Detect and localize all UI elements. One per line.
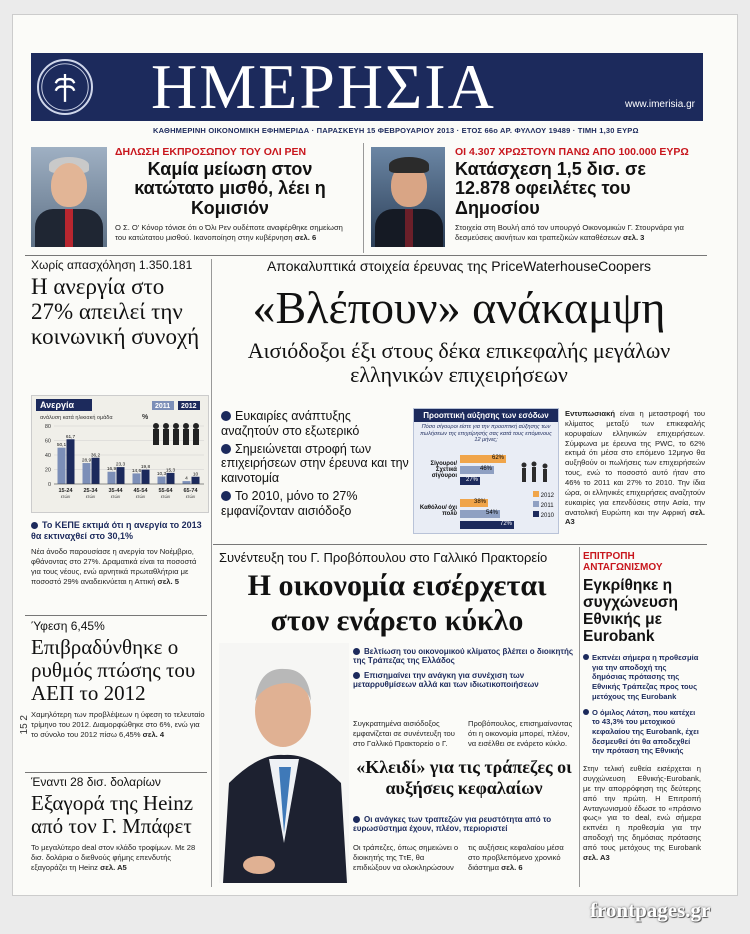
- story-gdp[interactable]: [31, 619, 207, 740]
- y-tick-label: 60: [44, 438, 51, 445]
- poll-title: Προοπτική αύξησης των εσόδων: [414, 409, 558, 422]
- wheat-logo-icon: [37, 59, 93, 115]
- poll-question: Πόσο σίγουροι είστε για την προοπτική αύξησης των πωλήσεων της επιχείρησής σας κατά τους επόμενους 12 μήνες;: [420, 424, 552, 444]
- data-label: 28,9: [81, 458, 92, 464]
- bar-2012: [142, 470, 150, 484]
- x-tick-suffix: ετών: [85, 494, 96, 499]
- data-label: 61,7: [65, 434, 76, 440]
- unemployment-chart: [31, 395, 209, 513]
- interview-headline[interactable]: Η οικονομία εισέρχεται στον ενάρετο κύκλο: [247, 569, 547, 637]
- data-label: 10: [192, 472, 199, 478]
- bar-2012: [92, 458, 100, 484]
- y-tick-label: 20: [44, 467, 51, 474]
- stournaras-photo: [371, 147, 445, 247]
- x-tick-suffix: ετών: [60, 494, 71, 499]
- story-body: Το μεγαλύτερο deal στον κλάδο τροφίμων. Με 28 δισ. δολάρια ο διεθνούς φήμης επενδυτής εξαγοράζει τη Heinz: [31, 843, 196, 872]
- chart-unit: %: [142, 414, 149, 421]
- x-tick-suffix: ετών: [135, 494, 146, 499]
- x-tick-label: 45-54: [133, 488, 148, 494]
- legend-label: 2012: [181, 403, 197, 410]
- bullet-icon: [221, 491, 231, 501]
- masthead-title: ΗΜΕΡΗΣΙΑ: [151, 51, 496, 122]
- poll-legend: 2012 2011 2010: [533, 491, 554, 521]
- data-label: 10,3: [156, 472, 167, 478]
- poll-bar: 27%: [460, 477, 480, 485]
- story-headline: Εξαγορά της Heinz από τον Γ. Μπάφετ: [31, 791, 194, 838]
- bar-2011: [108, 472, 116, 484]
- bullet-icon: [583, 654, 589, 660]
- x-tick-label: 35-44: [108, 488, 123, 494]
- unemployment-extra: [31, 520, 207, 587]
- poll-bar: 62%: [460, 455, 506, 463]
- teaser-commission[interactable]: [115, 146, 345, 243]
- page-ref: σελ. 6: [294, 233, 317, 243]
- bar-2012: [117, 467, 125, 484]
- masthead-subline: ΚΑΘΗΜΕΡΙΝΗ ΟΙΚΟΝΟΜΙΚΗ ΕΦΗΜΕΡΙΔΑ · ΠΑΡΑΣΚΕΥΗ 15 ΦΕΒΡΟΥΑΡΙΟΥ 2013 · ΕΤΟΣ 66ο ΑΡ. ΦΥΛΛΟΥ 19489 · ΤΙΜΗ 1,30 ΕΥΡΩ: [153, 126, 639, 135]
- story-body: Χαμηλότερη των προβλέψεων η ύφεση το τελευταίο τρίμηνο του 2012. Διαμορφώθηκε στο 6%, ενώ για το σύνολο του 2012 πίσω 6,45%: [31, 710, 205, 739]
- main-body-label: Εντυπωσιακή: [565, 409, 615, 418]
- story-merger[interactable]: [583, 551, 701, 863]
- teaser-kicker: ΟΙ 4.307 ΧΡΩΣΤΟΥΝ ΠΑΝΩ ΑΠΟ 100.000 ΕΥΡΩ: [455, 146, 689, 158]
- queue-silhouette-icon: [153, 423, 199, 445]
- page-ref: σελ. 4: [142, 729, 165, 739]
- data-label: 15,3: [165, 468, 176, 474]
- page-ref: σελ. 3: [622, 233, 645, 243]
- story-headline: Επιβραδύνθηκε ο ρυθμός πτώσης του ΑΕΠ το 2012: [31, 635, 196, 705]
- bar-2012: [167, 473, 175, 484]
- x-tick-label: 15-24: [58, 488, 73, 494]
- watermark: frontpages.gr: [590, 898, 711, 922]
- revenue-poll-graphic: [413, 408, 559, 534]
- story-body: Στην τελική ευθεία εισέρχεται η συγχώνευση Εθνικής-Eurobank, με την απορρόφηση της δεύτερης από την πρώτη. Η Επιτροπή Ανταγωνισμού έδωσε το «πράσινο φως» για το deal, ενώ σήμερα εκπνέει η προθεσμία για την αποδοχή της δημόσιας πρότασης από τους μετόχους της Eurobank: [583, 764, 701, 853]
- masthead-url[interactable]: www.imerisia.gr: [624, 99, 695, 110]
- rehn-photo: [31, 147, 107, 247]
- story-kicker: ΕΠΙΤΡΟΠΗ ΑΝΤΑΓΩΝΙΣΜΟΥ: [583, 551, 663, 573]
- bullet-icon: [353, 648, 360, 655]
- story-heinz[interactable]: [31, 775, 207, 873]
- newspaper-page: [12, 14, 738, 896]
- data-label: 4: [185, 476, 188, 482]
- legend-label: 2011: [155, 403, 171, 410]
- provopoulos-photo: [219, 643, 349, 883]
- main-bullet: Το 2010, μόνο το 27% εμφανίζονταν αισιόδοξο: [221, 488, 358, 518]
- page-ref: σελ. Α3: [565, 507, 705, 527]
- bullet-icon: [353, 672, 360, 679]
- poll-bar: 72%: [460, 521, 514, 529]
- people-silhouette-icon: [518, 461, 552, 483]
- interview-kicker: Συνέντευξη του Γ. Προβόπουλου στο Γαλλικό Πρακτορείο: [219, 550, 548, 565]
- unemployment-chart-svg: [32, 396, 210, 514]
- merger-bullet: Ο όμιλος Λάτση, που κατέχει το 43,3% του μετοχικού κεφαλαίου της Eurobank, έχει δεσμευθεί ότι θα αποδεχθεί την πρόταση της Εθνικής: [583, 708, 701, 757]
- bullet-icon: [353, 816, 360, 823]
- chart-title: Ανεργία: [40, 400, 75, 410]
- main-bullet: Ευκαιρίες ανάπτυξης αναζητούν στο εξωτερικό: [221, 409, 360, 438]
- teaser-headline: Κατάσχεση 1,5 δισ. σε 12.878 οφειλέτες του Δημοσίου: [455, 159, 646, 218]
- interview-sub-bullet: Οι ανάγκες των τραπεζών για ρευστότητα από το ευρωσύστημα έχουν, πλέον, περιοριστεί: [353, 815, 552, 834]
- story-unemployment[interactable]: [31, 258, 207, 349]
- teaser-headline: Καμία μείωση στον κατώτατο μισθό, λέει η Κομισιόν: [134, 159, 326, 218]
- bullet-icon: [31, 522, 38, 529]
- merger-bullets: [583, 653, 701, 756]
- masthead: [31, 53, 703, 121]
- bullet-icon: [583, 709, 589, 715]
- story-headline: Η ανεργία στο 27% απειλεί την κοινωνική συνοχή: [31, 274, 200, 349]
- main-bullet: Σημειώνεται στροφή των επιχειρήσεων στην έρευνα και την καινοτομία: [221, 441, 409, 485]
- main-body: Εντυπωσιακή είναι η μεταστροφή του κλίματος μεταξύ των επικεφαλής κορυφαίων ελληνικών επιχειρήσεων. Σύμφωνα με έρευνα της PWC, το 62% εκτιμά ότι μέσα στο επόμενο 12μηνο θα αυξηθούν οι πωλήσεις των επιχειρήσεών τους, ενώ το ποσοστό αυτό ήταν στο 46% το 2011 και 27% το 2010. Την ίδια ώρα, οι ελληνικές επιχειρήσεις αναζητούν ευκαιρίες για επενδύσεις στην Ασία, την ανατολική Ευρώπη και την Αφρική σελ. Α3: [565, 409, 705, 527]
- bar-2011: [83, 463, 91, 484]
- data-label: 16,9: [106, 467, 117, 473]
- teaser-kicker: ΔΗΛΩΣΗ ΕΚΠΡΟΣΩΠΟΥ ΤΟΥ ΟΛΙ ΡΕΝ: [115, 146, 307, 158]
- bullet-icon: [221, 411, 231, 421]
- poll-bar: 38%: [460, 499, 488, 507]
- story-bullet: Το ΚΕΠΕ εκτιμά ότι η ανεργία το 2013 θα εκτιναχθεί στο 30,1%: [31, 520, 202, 541]
- page-ref: σελ. 5: [157, 576, 179, 586]
- bar-2011: [133, 473, 141, 484]
- main-subhead: Αισιόδοξοι έξι στους δέκα επικεφαλής μεγάλων ελληνικών επιχειρήσεων: [247, 338, 671, 387]
- x-tick-label: 25-34: [83, 488, 98, 494]
- interview-body2: Οι τράπεζες, όπως σημειώνει ο διοικητής της ΤτΕ, θα επιδιώξουν να ολοκληρώσουν τις αυξήσεις κεφαλαίου μέσα στο προβλεπόμενο χρονικό διάστημα σελ. 6: [353, 843, 564, 872]
- main-kicker: Αποκαλυπτικά στοιχεία έρευνας της PriceWaterhouseCoopers: [266, 258, 652, 274]
- teaser-confiscation[interactable]: [455, 146, 705, 243]
- story-kicker: Ύφεση 6,45%: [31, 619, 105, 633]
- bar-2011: [58, 448, 66, 484]
- y-tick-label: 80: [44, 424, 51, 430]
- data-label: 14,6: [131, 468, 142, 474]
- x-tick-label: 55-64: [158, 488, 173, 494]
- poll-bar: 54%: [460, 510, 500, 518]
- bar-2011: [158, 477, 166, 484]
- main-bullets: [221, 409, 409, 518]
- teaser-body: Ο Σ. Ο' Κόνορ τόνισε ότι ο Όλι Ρεν ουδέποτε αναφέρθηκε σημείωση του κατώτατου μισθού. Ικανοποίηση στην κυβέρνηση: [115, 223, 343, 243]
- x-tick-label: 65-74: [183, 488, 198, 494]
- story-kicker: Χωρίς απασχόληση 1.350.181: [31, 258, 193, 272]
- chart-subtitle: ανάλυση κατά ηλικιακή ομάδα: [40, 415, 113, 421]
- story-headline: Εγκρίθηκε η συγχώνευση Εθνικής με Eurobank: [583, 577, 679, 645]
- interview-subhead[interactable]: «Κλειδί» για τις τράπεζες οι αυξήσεις κεφαλαίων: [356, 757, 572, 798]
- main-headline[interactable]: «Βλέπουν» ανάκαμψη: [252, 282, 666, 333]
- x-tick-suffix: ετών: [160, 494, 171, 499]
- x-tick-suffix: ετών: [110, 494, 121, 499]
- bar-2012: [192, 477, 200, 484]
- bullet-icon: [221, 444, 231, 454]
- data-label: 50,1: [56, 443, 67, 449]
- interview-bullets: [353, 647, 575, 690]
- bar-2012: [67, 439, 75, 484]
- story-kicker: Έναντι 28 δισ. δολαρίων: [31, 775, 161, 789]
- interview-bullet: Επισημαίνει την ανάγκη για συνέχιση των μεταρρυθμίσεων αλλά και των ιδιωτικοποιήσεων: [353, 670, 539, 690]
- merger-bullet: Εκπνέει σήμερα η προθεσμία για την αποδοχή της δημόσιας πρότασης της Εθνικής Τράπεζας προς τους μετόχους της Eurobank: [583, 653, 701, 702]
- data-label: 23,3: [115, 462, 126, 468]
- page-ref: σελ. Α3: [583, 852, 610, 862]
- page-ref: σελ. Α5: [100, 862, 127, 872]
- page-ref: σελ. 6: [501, 862, 523, 872]
- page-number: 15 2: [19, 715, 30, 735]
- data-label: 19,8: [140, 465, 151, 471]
- teaser-body: Στοιχεία στη Βουλή από τον υπουργό Οικονομικών Γ. Στουρνάρα για δεσμεύσεις ακινήτων και τραπεζικών καταθέσεων: [455, 223, 684, 243]
- story-body: Νέα άνοδο παρουσίασε η ανεργία τον Νοέμβριο, φθάνοντας στο 27%. Δραματικά είναι τα ποσοστά για τους νέους, ενώ αρνητικά πρωταθλήτρια με ποσοστό 29% αναδεικνύεται η Αττική: [31, 547, 197, 586]
- poll-bar: 46%: [460, 466, 494, 474]
- interview-body1: Συγκρατημένα αισιόδοξος εμφανίζεται σε συνέντευξη του στο Γαλλικό Πρακτορείο ο Γ. Προβόπουλος, επισημαίνοντας ότι η οικονομία μπορεί, πλέον, να εισέλθει σε ενάρετο κύκλο.: [353, 719, 573, 748]
- data-label: 36,2: [90, 453, 101, 459]
- poll-row-label: Σίγουροι/ Σχετικά σίγουροι: [430, 461, 457, 479]
- interview-bullet: Βελτίωση του οικονομικού κλίματος βλέπει ο διοικητής της Τράπεζας της Ελλάδος: [353, 647, 574, 666]
- x-tick-suffix: ετών: [185, 494, 196, 499]
- y-tick-label: 40: [44, 453, 51, 459]
- y-tick-label: 0: [47, 482, 51, 488]
- poll-row-label: Καθόλου/ όχι πολύ: [419, 505, 457, 517]
